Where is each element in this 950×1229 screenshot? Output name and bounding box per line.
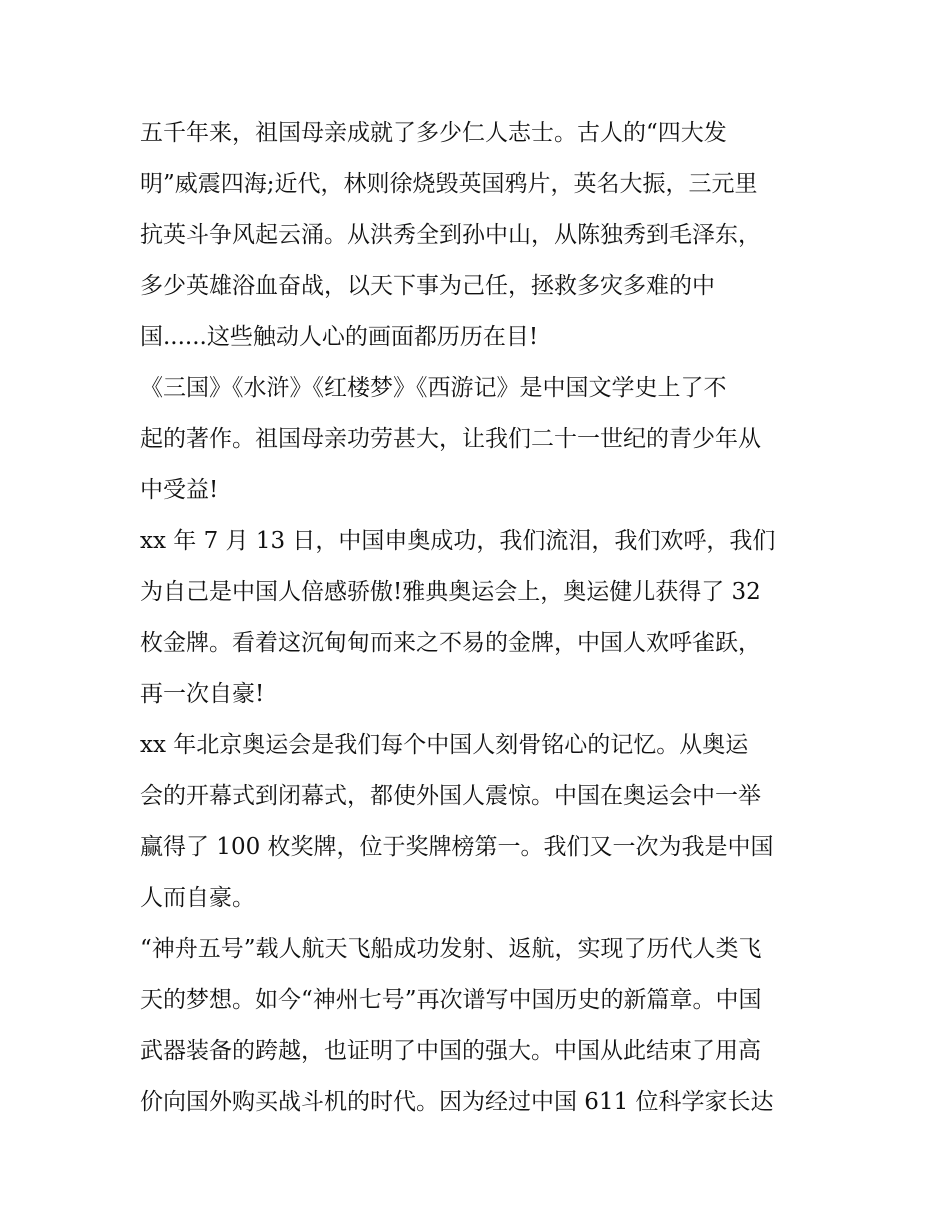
text-line: 抗英斗争风起云涌。从洪秀全到孙中山，从陈独秀到毛泽东， <box>140 222 761 248</box>
text-line: 明”威震四海;近代，林则徐烧毁英国鸦片，英名大振，三元里 <box>140 171 758 197</box>
text-line: 枚金牌。看着这沉甸甸而来之不易的金牌，中国人欢呼雀跃， <box>140 630 761 656</box>
text-line: xx 年北京奥运会是我们每个中国人刻骨铭心的记忆。从奥运 <box>140 732 749 758</box>
text-line: 再一次自豪! <box>140 681 265 707</box>
text-line: 价向国外购买战斗机的时代。因为经过中国 611 位科学家长达 <box>140 1089 774 1115</box>
text-line: xx 年 7 月 13 日，中国申奥成功，我们流泪，我们欢呼，我们 <box>140 528 776 554</box>
text-line: 天的梦想。如今“神州七号”再次谱写中国历史的新篇章。中国 <box>140 987 762 1013</box>
text-line: 武器装备的跨越，也证明了中国的强大。中国从此结束了用高 <box>140 1038 761 1064</box>
text-line: 为自己是中国人倍感骄傲!雅典奥运会上，奥运健儿获得了 32 <box>140 579 761 605</box>
text-line: 多少英雄浴血奋战，以天下事为己任，拯救多灾多难的中 <box>140 273 715 299</box>
text-line: 《三国》《水浒》《红楼梦》《西游记》是中国文学史上了不 <box>140 375 727 401</box>
text-line: 人而自豪。 <box>140 885 255 911</box>
text-line: 赢得了 100 枚奖牌，位于奖牌榜第一。我们又一次为我是中国 <box>140 834 774 860</box>
text-line: “神舟五号”载人航天飞船成功发射、返航，实现了历代人类飞 <box>140 936 762 962</box>
text-line: 国......这些触动人心的画面都历历在目! <box>140 324 539 350</box>
text-line: 起的著作。祖国母亲功劳甚大，让我们二十一世纪的青少年从 <box>140 426 761 452</box>
document-body <box>140 108 820 1128</box>
text-line: 中受益! <box>140 477 219 503</box>
text-line: 五千年来，祖国母亲成就了多少仁人志士。古人的“四大发 <box>140 120 727 146</box>
text-line: 会的开幕式到闭幕式，都使外国人震惊。中国在奥运会中一举 <box>140 783 761 809</box>
